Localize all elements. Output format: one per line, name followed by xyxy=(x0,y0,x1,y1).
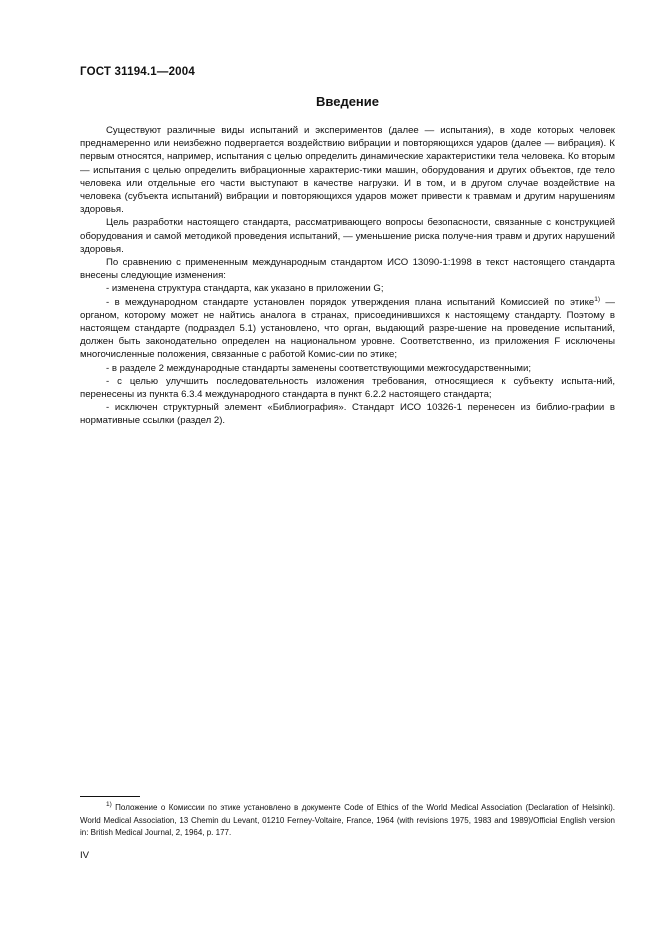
list-item: - изменена структура стандарта, как указано в приложении G; xyxy=(106,283,384,295)
list-item-text: - в международном стандарте установлен порядок утверждения плана испытаний Комиссией по этике xyxy=(106,296,595,308)
paragraph: Цель разработки настоящего стандарта, рассматривающего вопросы безопасности, связанные с конструкцией оборудования и самой методикой проведения испытаний, — уменьшение риска получе-ния травм и других нарушений здоровья. xyxy=(80,217,615,255)
body-text xyxy=(80,124,615,428)
footnote-body: Положение о Комиссии по этике установлено в документе Code of Ethics of the World Medical Association (Declaration of Helsinki). World Medical Association, 13 Chemin du Levant, 01210 Ferney-Voltaire, France, 1964 (with revisions 1975, 1983 and 1989)/Official English version in: British Medical Journal, 2, 1964, p. 177. xyxy=(80,803,615,837)
footnote-divider xyxy=(80,796,140,797)
list-item: - исключен структурный элемент «Библиография». Стандарт ИСО 10326-1 перенесен из библио-графии в нормативные ссылки (раздел 2). xyxy=(80,402,615,427)
footnote xyxy=(80,802,615,840)
footnote-marker: 1) xyxy=(106,801,112,808)
paragraph: Существуют различные виды испытаний и экспериментов (далее — испытания), в ходе которых человек преднамеренно или неизбежно подвергается воздействию вибрации и повторяющихся ударов (далее — вибрация). К первым относятся, например, испытания с целью определить динамические характеристики тела человека. Ко вторым — испытания с целью определить вибрационные характерис-тики машин, оборудования и других объектов, где тело человека или отдельные его части выступают в качестве нагрузки. И в том, и в другом случае воздействие на человека (субъекта испытаний) вибрации и повторяющихся ударов может привести к травмам и другим нарушениям здоровья. xyxy=(80,125,615,216)
list-item-text: — органом, которому может не найтись аналога в странах, присоединившихся к настоящему стандарту. Поэтому в настоящем стандарте (подраздел 5.1) установлено, что орган, выдающий разре-шение на проведение испытаний, должен быть законодательно определен на национальном уровне. Соответственно, из приложения F исключены многочисленные положения, связанные с работой Комис-сии по этике; xyxy=(80,296,615,361)
page-number: IV xyxy=(80,850,90,861)
paragraph: По сравнению с примененным международным стандартом ИСО 13090-1:1998 в текст настоящего стандарта внесены следующие изменения: xyxy=(80,257,615,282)
document-header: ГОСТ 31194.1—2004 xyxy=(80,66,195,78)
list-item: - с целью улучшить последовательность изложения требования, относящиеся к субъекту испыта-ний, перенесены из пункта 6.3.4 международного стандарта в пункт 6.2.2 настоящего стандарта; xyxy=(80,375,615,401)
footnote-reference: 1) xyxy=(594,295,601,303)
footnote-text xyxy=(80,802,615,840)
list-item xyxy=(80,296,615,362)
list-item: - в разделе 2 международные стандарты заменены соответствующими межгосударственными; xyxy=(106,362,532,374)
section-title: Введение xyxy=(316,94,379,109)
